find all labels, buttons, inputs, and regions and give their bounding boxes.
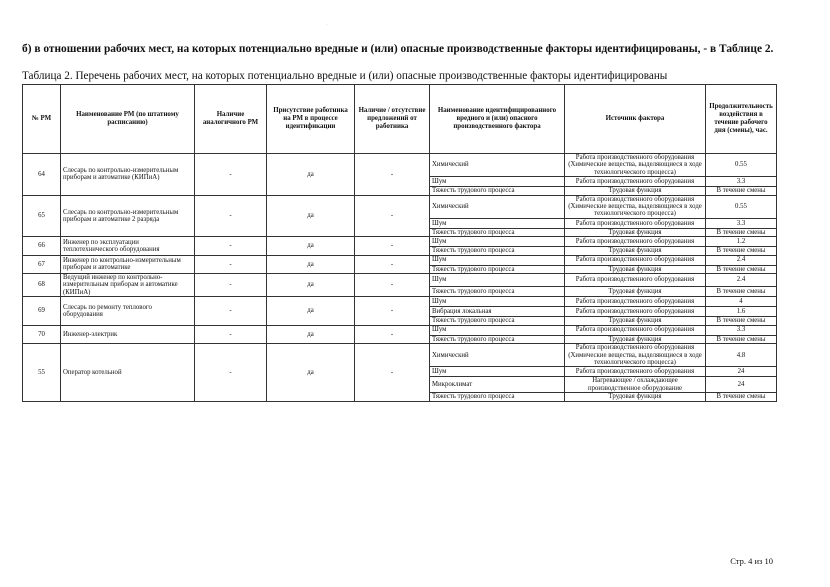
factor-name: Шум [430,297,565,307]
factor-name: Шум [430,325,565,335]
position-name: Оператор котельной [61,344,195,401]
row-number: 55 [23,344,61,401]
factor-source: Работа производственного оборудования [565,325,706,335]
exposure-duration: В течение смены [706,335,777,343]
exposure-duration: 3.3 [706,177,777,187]
analog-value: - [195,237,267,255]
objections-value: - [355,344,430,401]
exposure-duration: В течение смены [706,317,777,325]
exposure-duration: 0.55 [706,154,777,177]
factor-name: Шум [430,177,565,187]
table-row [23,297,777,307]
exposure-duration: 4.8 [706,344,777,367]
factor-name: Тяжесть трудового процесса [430,317,565,325]
presence-value: да [267,195,355,237]
row-number: 69 [23,297,61,325]
col-header-analog: Наличие аналогичного РМ [195,85,267,154]
factor-source: Работа производственного оборудования [565,274,706,287]
factor-name: Тяжесть трудового процесса [430,335,565,343]
factor-source: Работа производственного оборудования [565,218,706,228]
row-number: 64 [23,154,61,196]
row-number: 67 [23,255,61,273]
factor-name: Тяжесть трудового процесса [430,228,565,236]
exposure-duration: 3.3 [706,325,777,335]
analog-value: - [195,274,267,297]
table-row [23,344,777,367]
table-row [23,255,777,265]
factor-name: Тяжесть трудового процесса [430,265,565,273]
factor-source: Работа производственного оборудования [565,177,706,187]
factor-name: Тяжесть трудового процесса [430,286,565,297]
factor-source: Трудовая функция [565,228,706,236]
factor-name: Тяжесть трудового процесса [430,187,565,195]
exposure-duration: В течение смены [706,286,777,297]
table-caption: Таблица 2. Перечень рабочих мест, на которых потенциально вредные и (или) опасные производственные факторы идентифицированы [22,70,668,82]
factor-name: Химический [430,154,565,177]
analog-value: - [195,325,267,343]
presence-value: да [267,255,355,273]
position-name: Слесарь по контрольно-измерительным приборам и автоматике (КИПиА) [61,154,195,196]
table-body [23,154,777,402]
factor-name: Химический [430,344,565,367]
factor-name: Шум [430,218,565,228]
factor-source: Трудовая функция [565,393,706,401]
factor-source: Трудовая функция [565,247,706,255]
table-header-row [23,85,777,154]
analog-value: - [195,297,267,325]
factor-name: Тяжесть трудового процесса [430,247,565,255]
section-heading: б) в отношении рабочих мест, на которых потенциально вредные и (или) опасные производственные факторы идентифицированы, - в Таблице 2. [22,43,774,55]
factor-source: Трудовая функция [565,317,706,325]
factor-source: Нагревающее / охлаждающее производственное оборудование [565,377,706,393]
col-header-position: Наименование РМ (по штатному расписанию) [61,85,195,154]
exposure-duration: 24 [706,367,777,377]
exposure-duration: 2.4 [706,274,777,287]
exposure-duration: В течение смены [706,247,777,255]
presence-value: да [267,274,355,297]
exposure-duration: В течение смены [706,228,777,236]
exposure-duration: 3.3 [706,218,777,228]
row-number: 66 [23,237,61,255]
exposure-duration: 0.55 [706,195,777,218]
factor-name: Вибрация локальная [430,307,565,317]
exposure-duration: 4 [706,297,777,307]
factor-name: Шум [430,367,565,377]
analog-value: - [195,344,267,401]
factor-source: Трудовая функция [565,265,706,273]
objections-value: - [355,154,430,196]
factor-name: Химический [430,195,565,218]
row-number: 70 [23,325,61,343]
row-number: 68 [23,274,61,297]
exposure-duration: В течение смены [706,393,777,401]
row-number: 65 [23,195,61,237]
objections-value: - [355,255,430,273]
objections-value: - [355,195,430,237]
col-header-source: Источник фактора [565,85,706,154]
position-name: Слесарь по контрольно-измерительным приборам и автоматике 2 разряда [61,195,195,237]
position-name: Слесарь по ремонту теплового оборудования [61,297,195,325]
col-header-presence: Присутствие работника на РМ в процессе идентификации [267,85,355,154]
analog-value: - [195,255,267,273]
table-row [23,237,777,247]
factor-name: Микроклимат [430,377,565,393]
exposure-duration: 2.4 [706,255,777,265]
analog-value: - [195,195,267,237]
factor-name: Шум [430,274,565,287]
objections-value: - [355,325,430,343]
position-name: Инженер-электрик [61,325,195,343]
exposure-duration: В течение смены [706,187,777,195]
factor-source: Трудовая функция [565,335,706,343]
exposure-duration: 24 [706,377,777,393]
position-name: Инженер по контрольно-измерительным приборам и автоматике [61,255,195,273]
position-name: Инженер по эксплуатации теплотехнического оборудования [61,237,195,255]
objections-value: - [355,274,430,297]
factor-source: Работа производственного оборудования (Химические вещества, выделяющиеся в ходе технологического процесса) [565,344,706,367]
factor-name: Тяжесть трудового процесса [430,393,565,401]
objections-value: - [355,237,430,255]
analog-value: - [195,154,267,196]
factor-source: Работа производственного оборудования [565,237,706,247]
scan-mark: · [326,22,328,28]
col-header-factor: Наименование идентифицированного вредного и (или) опасного производственного фактора [430,85,565,154]
exposure-duration: 1.2 [706,237,777,247]
table-row [23,325,777,335]
col-header-objections: Наличие / отсутствие предложений от работника [355,85,430,154]
workplaces-table [22,84,777,402]
presence-value: да [267,325,355,343]
factor-source: Работа производственного оборудования [565,297,706,307]
factor-source: Работа производственного оборудования [565,307,706,317]
position-name: Ведущий инженер по контрольно-измерительным приборам и автоматике (КИПиА) [61,274,195,297]
factor-source: Работа производственного оборудования (Химические вещества, выделяющиеся в ходе технологического процесса) [565,154,706,177]
objections-value: - [355,297,430,325]
col-header-duration: Продолжительность воздействия в течение рабочего дня (смены), час. [706,85,777,154]
presence-value: да [267,154,355,196]
factor-source: Трудовая функция [565,286,706,297]
table-row [23,154,777,177]
factor-source: Работа производственного оборудования [565,255,706,265]
page-number: Стр. 4 из 10 [730,556,773,566]
presence-value: да [267,297,355,325]
table-row [23,274,777,287]
factor-source: Трудовая функция [565,187,706,195]
factor-name: Шум [430,237,565,247]
factor-name: Шум [430,255,565,265]
presence-value: да [267,237,355,255]
exposure-duration: 1.6 [706,307,777,317]
factor-source: Работа производственного оборудования [565,367,706,377]
col-header-num: № РМ [23,85,61,154]
table-row [23,195,777,218]
factor-source: Работа производственного оборудования (Химические вещества, выделяющиеся в ходе технологического процесса) [565,195,706,218]
exposure-duration: В течение смены [706,265,777,273]
presence-value: да [267,344,355,401]
